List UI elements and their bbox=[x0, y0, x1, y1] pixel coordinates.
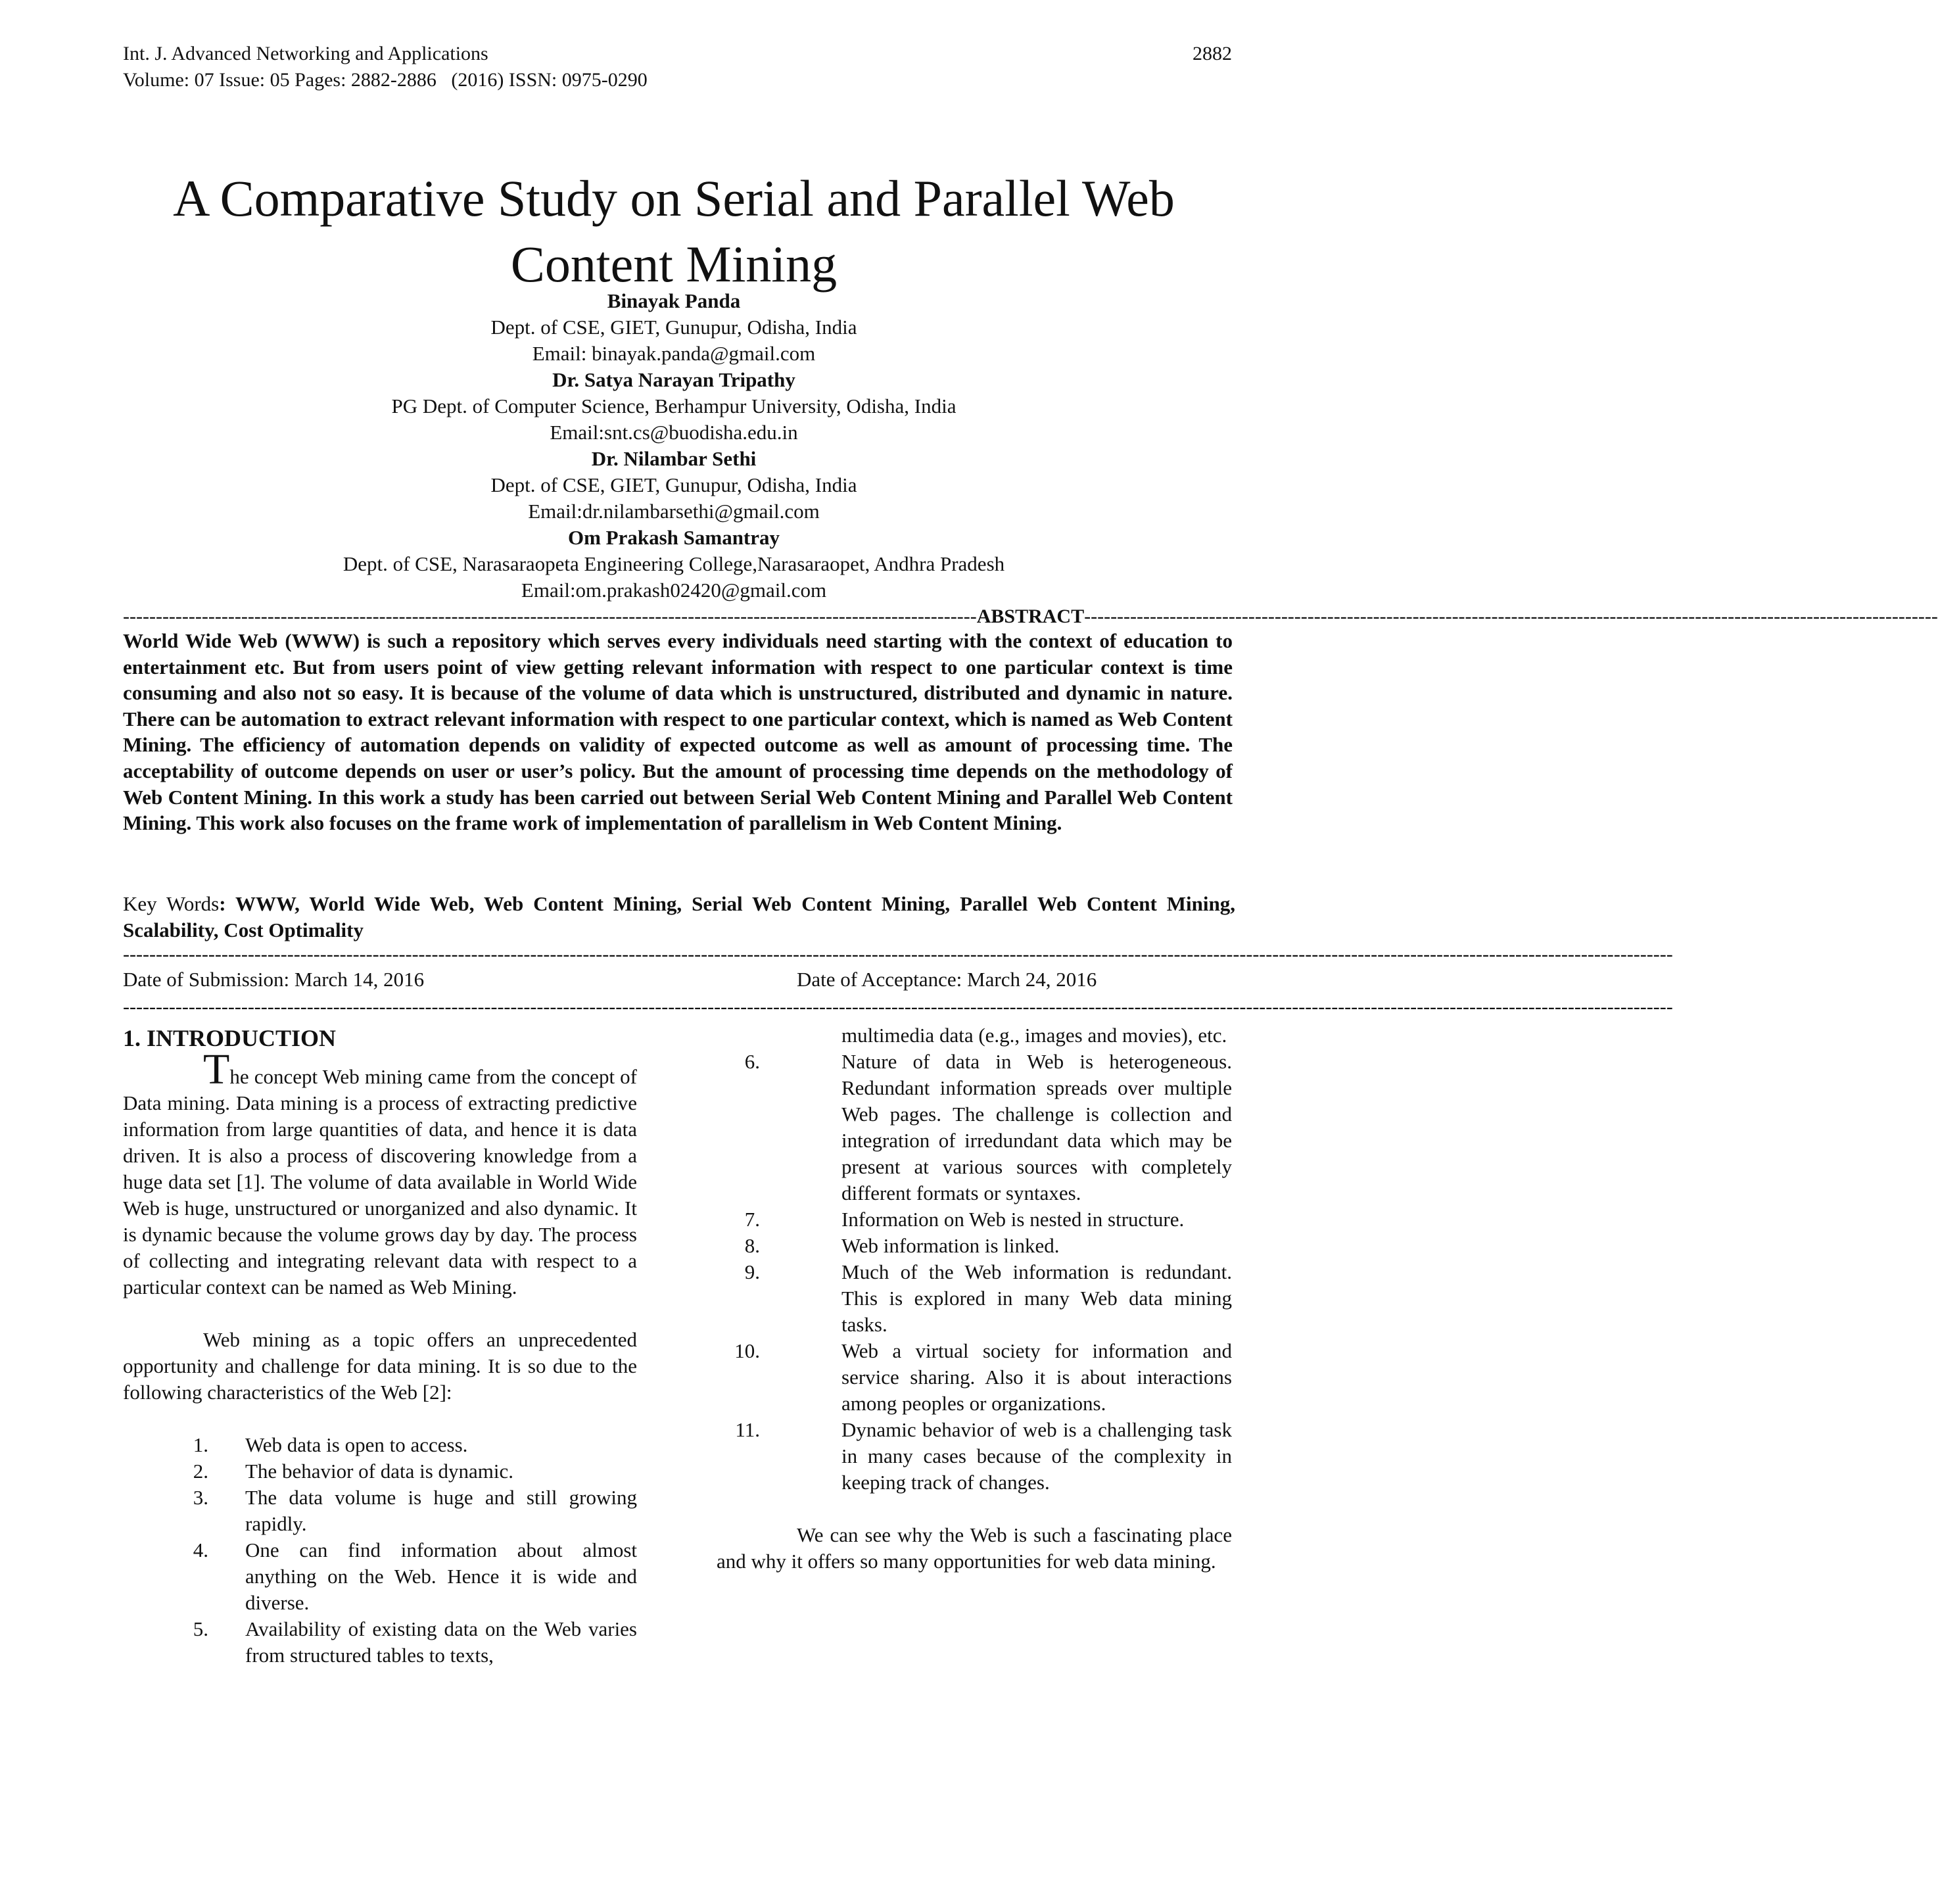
list-text: The behavior of data is dynamic. bbox=[245, 1460, 514, 1483]
author-name: Dr. Satya Narayan Tripathy bbox=[552, 368, 795, 391]
list-text: Availability of existing data on the Web varies from structured tables to texts, bbox=[245, 1617, 637, 1667]
dash-rule: -------------------------------------------------------------------------------------------------------------------------------------------------------------------------------------------------------------------------------------------- bbox=[123, 943, 1673, 965]
abstract-text: World Wide Web (WWW) is such a repository which serves every individuals need starting with the context of education to entertainment etc. But from users point of view getting relevant information with respect to one particular context is time consuming and also not so easy. It is because of the volume of data which is unstructured, distributed and dynamic in nature. There can be automation to extract relevant information with respect to one particular context, which is named as Web Content Mining. The efficiency of automation depends on validity of expected outcome as well as amount of processing time. The acceptability of outcome depends on user or user’s policy. But the amount of processing time depends on the methodology of Web Content Mining. In this work a study has been carried out between Serial Web Content Mining and Parallel Web Content Mining. This work also focuses on the frame work of implementation of parallelism in Web Content Mining. bbox=[123, 629, 1233, 835]
left-column bbox=[123, 1022, 637, 1669]
acceptance-date: Date of Acceptance: March 24, 2016 bbox=[797, 968, 1097, 991]
list-text: Nature of data in Web is heterogeneous. Redundant information spreads over multiple Web pages. The challenge is collection and integration of irredundant data which may be present at various sources with completely different formats or syntaxes. bbox=[841, 1050, 1232, 1204]
list-text: One can find information about almost anything on the Web. Hence it is wide and diverse. bbox=[245, 1538, 637, 1614]
list-text: Much of the Web information is redundant. This is explored in many Web data mining tasks. bbox=[841, 1260, 1232, 1336]
list-number: 1. bbox=[193, 1433, 208, 1456]
dash-rule: ---------------------------------------------------------------------------------------------------------------------------------- bbox=[1084, 606, 1938, 627]
list-text: Information on Web is nested in structure. bbox=[841, 1208, 1185, 1231]
dash-rule: ---------------------------------------------------------------------------------------------------------------------------------- bbox=[123, 606, 977, 627]
submission-date: Date of Submission: March 14, 2016 bbox=[123, 968, 425, 991]
abstract-separator bbox=[123, 604, 1938, 630]
list-text: Web information is linked. bbox=[841, 1234, 1060, 1257]
list-item bbox=[717, 1206, 1232, 1233]
author-email: Email:om.prakash02420@gmail.com bbox=[521, 579, 827, 602]
keywords-label: Key Words bbox=[123, 892, 220, 915]
list-text: Web data is open to access. bbox=[245, 1433, 468, 1456]
list-item bbox=[717, 1049, 1232, 1206]
list-number: 5. bbox=[193, 1617, 208, 1640]
list-number: 8. bbox=[744, 1234, 760, 1257]
author-email: Email:snt.cs@buodisha.edu.in bbox=[550, 421, 798, 444]
author-email: Email:dr.nilambarsethi@gmail.com bbox=[528, 500, 820, 523]
author-email: Email: binayak.panda@gmail.com bbox=[532, 342, 816, 365]
list-item bbox=[123, 1485, 637, 1537]
list-item bbox=[717, 1259, 1232, 1338]
intro-paragraph-1-text: he concept Web mining came from the concept of Data mining. Data mining is a process of extracting predictive information from large quantities of data, and hence it is data driven. It is also a process of discovering knowledge from a huge data set [1]. The volume of data available in World Wide Web is huge, unstructured or unorganized and also dynamic. It is dynamic because the volume grows day by day. The process of collecting and integrating relevant data with respect to a particular context can be named as Web Mining. bbox=[123, 1065, 637, 1298]
list-text: Web a virtual society for information and service sharing. Also it is about interactions among peoples or organizations. bbox=[841, 1339, 1232, 1415]
list-number: 10. bbox=[734, 1339, 760, 1362]
drop-cap: T bbox=[203, 1045, 230, 1093]
list-number: 2. bbox=[193, 1460, 208, 1483]
intro-paragraph-1 bbox=[123, 1045, 637, 1300]
list-item-5-continued: multimedia data (e.g., images and movies), etc. bbox=[841, 1024, 1227, 1047]
list-number: 6. bbox=[744, 1050, 760, 1073]
right-column bbox=[717, 1022, 1232, 1575]
list-item bbox=[123, 1616, 637, 1669]
keywords-list: WWW, World Wide Web, Web Content Mining, Serial Web Content Mining, Parallel Web Content Mining, Scalability, Cost Optimality bbox=[123, 892, 1235, 941]
list-number: 9. bbox=[744, 1260, 760, 1283]
characteristics-list-right bbox=[717, 1049, 1232, 1496]
list-item bbox=[123, 1537, 637, 1616]
author-name: Binayak Panda bbox=[607, 289, 741, 312]
list-number: 3. bbox=[193, 1486, 208, 1509]
author-affiliation: Dept. of CSE, GIET, Gunupur, Odisha, India bbox=[490, 316, 857, 339]
list-item bbox=[717, 1233, 1232, 1259]
page-number: 2882 bbox=[1193, 43, 1232, 64]
list-text: Dynamic behavior of web is a challenging task in many cases because of the complexity in keeping track of changes. bbox=[841, 1418, 1232, 1494]
journal-name: Int. J. Advanced Networking and Applications bbox=[123, 43, 488, 64]
author-affiliation: Dept. of CSE, GIET, Gunupur, Odisha, India bbox=[490, 473, 857, 496]
list-number: 11. bbox=[735, 1418, 760, 1441]
list-number: 4. bbox=[193, 1538, 208, 1561]
intro-paragraph-2: Web mining as a topic offers an unprecedented opportunity and challenge for data mining. It is so due to the following characteristics of the Web [2]: bbox=[123, 1328, 637, 1404]
keywords bbox=[123, 891, 1235, 943]
section-heading: 1. INTRODUCTION bbox=[123, 1025, 337, 1051]
paper-title: A Comparative Study on Serial and Parallel Web Content Mining bbox=[173, 170, 1175, 293]
author-affiliation: Dept. of CSE, Narasaraopeta Engineering College,Narasaraopet, Andhra Pradesh bbox=[343, 552, 1005, 575]
author-block bbox=[99, 288, 1249, 604]
list-item bbox=[123, 1432, 637, 1458]
list-text: The data volume is huge and still growing rapidly. bbox=[245, 1486, 637, 1535]
list-item bbox=[717, 1417, 1232, 1496]
author-affiliation: PG Dept. of Computer Science, Berhampur University, Odisha, India bbox=[391, 394, 957, 417]
list-item bbox=[717, 1338, 1232, 1417]
list-item bbox=[123, 1458, 637, 1485]
keywords-colon: : bbox=[219, 892, 226, 915]
characteristics-list-left bbox=[123, 1432, 637, 1669]
closing-paragraph: We can see why the Web is such a fascinating place and why it offers so many opportunities for web data mining. bbox=[717, 1523, 1232, 1573]
list-number: 7. bbox=[744, 1208, 760, 1231]
author-name: Om Prakash Samantray bbox=[567, 526, 780, 549]
abstract-label: ABSTRACT bbox=[976, 606, 1085, 627]
author-name: Dr. Nilambar Sethi bbox=[591, 447, 757, 470]
volume-line: Volume: 07 Issue: 05 Pages: 2882-2886 (2016) ISSN: 0975-0290 bbox=[123, 69, 648, 91]
dash-rule: -------------------------------------------------------------------------------------------------------------------------------------------------------------------------------------------------------------------------------------------- bbox=[123, 996, 1673, 1018]
